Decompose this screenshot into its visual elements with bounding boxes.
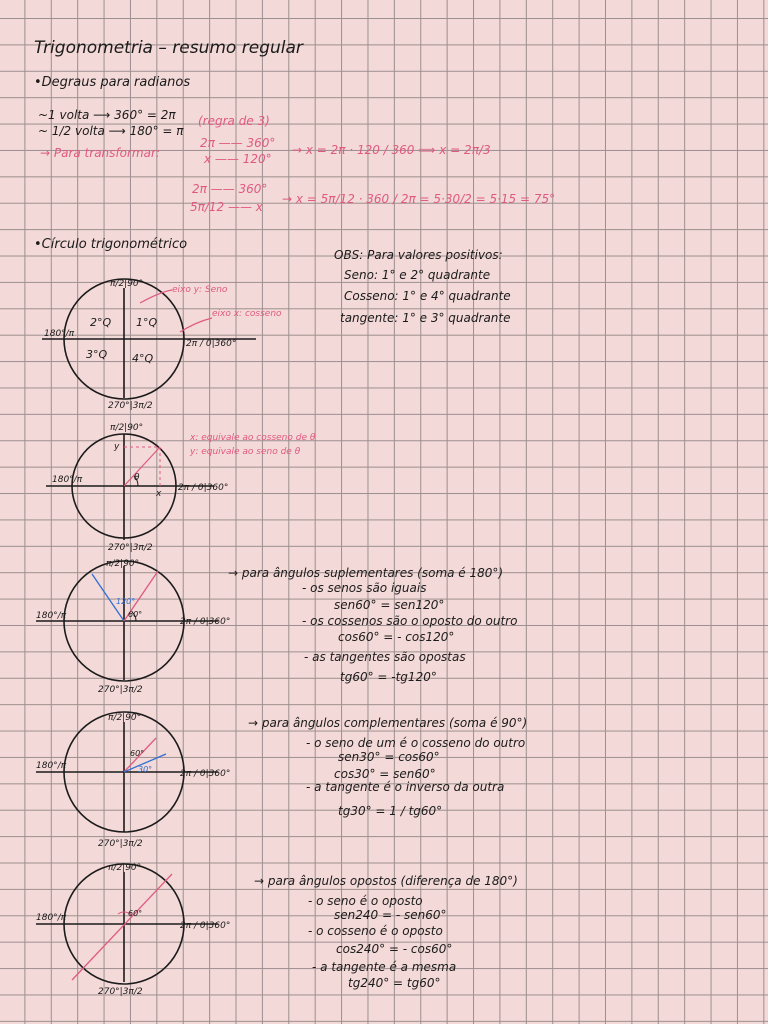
opp-line-b: sen240 = - sen60° [334,908,447,922]
supp-line-c: - os cossenos são o oposto do outro [302,614,518,628]
section-heading-circle: •Círculo trigonométrico [34,237,188,252]
y-label: y [114,442,120,452]
formula2-result: → x = 5π/12 · 360 / 2π = 5·30/2 = 5·15 = 75° [282,192,556,206]
c2-right-label: 2π / 0|360° [178,483,229,493]
c3-bottom-label: 270°|3π/2 [98,685,143,695]
theta-label: θ [134,473,140,483]
c1-bottom-label: 270°|3π/2 [108,401,153,411]
obs-cosine: Cosseno: 1° e 4° quadrante [344,289,511,303]
c1-left-label: 180°/π [44,329,75,339]
c2-left-label: 180°/π [52,475,83,485]
full-turn-line: ~1 volta ⟶ 360° = 2π [38,108,176,122]
opp-line-e: - a tangente é a mesma [312,960,457,974]
formula1-result: → x = 2π · 120 / 360 ⟹ x = 2π/3 [292,143,491,157]
obs-heading: OBS: Para valores positivos: [334,248,503,262]
opp-line-a: - o seno é o oposto [308,894,423,908]
obs-tangent: tangente: 1° e 3° quadrante [340,311,511,325]
complementary-heading: → para ângulos complementares (soma é 90°) [248,716,528,730]
c4-angle-60: 60° [130,749,145,758]
formula2-row2: 5π/12 —— x [190,200,263,214]
c5-left-label: 180°/π [36,913,67,923]
c5-top-label: π/2|90° [108,863,142,873]
comp-line-a: - o seno de um é o cosseno do outro [306,736,526,750]
formula2-row1: 2π —— 360° [192,182,268,196]
c3-angle-60: 60° [128,610,143,619]
c5-bottom-label: 270°|3π/2 [98,987,143,997]
formula1-row2: x —— 120° [204,152,272,166]
x-label: x [156,489,162,499]
c4-bottom-label: 270°|3π/2 [98,839,143,849]
quadrant-3-label: 3°Q [86,348,108,361]
half-turn-line: ~ 1/2 volta ⟶ 180° = π [38,124,184,138]
quadrant-2-label: 2°Q [90,316,112,329]
axis-y-note: eixo y: Seno [172,285,228,295]
obs-sine: Seno: 1° e 2° quadrante [344,268,491,282]
transform-note: → Para transformar: [40,146,160,160]
c1-right-label: 2π / 0|360° [186,339,237,349]
supp-line-b: sen60° = sen120° [334,598,445,612]
comp-line-b: sen30° = cos60° [338,750,440,764]
page-title: Trigonometria – resumo regular [34,38,303,58]
c3-top-label: π/2|90° [106,559,140,569]
c4-left-label: 180°/π [36,761,67,771]
c3-left-label: 180°/π [36,611,67,621]
quadrant-1-label: 1°Q [136,316,158,329]
c4-right-label: 2π / 0|360° [180,769,231,779]
comp-line-e: tg30° = 1 / tg60° [338,804,443,818]
c2-top-label: π/2|90° [110,423,144,433]
c5-right-label: 2π / 0|360° [180,921,231,931]
x-definition: x: equivale ao cosseno de θ [190,433,316,443]
rule-of-three-note: (regra de 3) [198,114,270,128]
c2-bottom-label: 270°|3π/2 [108,543,153,553]
c5-angle-60: 60° [128,909,143,918]
comp-line-c: cos30° = sen60° [334,767,436,781]
supp-line-a: - os senos são iguais [302,581,427,595]
opp-line-d: cos240° = - cos60° [336,942,453,956]
c3-right-label: 2π / 0|360° [180,617,231,627]
axis-x-note: eixo x: cosseno [212,309,282,319]
quadrant-4-label: 4°Q [132,352,154,365]
supplementary-heading: → para ângulos suplementares (soma é 180°) [228,566,504,580]
c4-angle-30: 30° [138,765,153,774]
formula1-row1: 2π —— 360° [200,136,276,150]
c4-top-label: π/2|90° [108,713,142,723]
opp-line-c: - o cosseno é o oposto [308,924,443,938]
supp-line-d: cos60° = - cos120° [338,630,455,644]
y-definition: y: equivale ao seno de θ [190,447,301,457]
section-heading-degrees: •Degraus para radianos [34,75,191,90]
c1-top-label: π/2|90° [110,279,144,289]
c3-angle-120: 120° [116,597,136,606]
supp-line-e: - as tangentes são opostas [304,650,466,664]
opposite-heading: → para ângulos opostos (diferença de 180°) [254,874,518,888]
opp-line-f: tg240° = tg60° [348,976,441,990]
supp-line-f: tg60° = -tg120° [340,670,437,684]
comp-line-d: - a tangente é o inverso da outra [306,780,505,794]
